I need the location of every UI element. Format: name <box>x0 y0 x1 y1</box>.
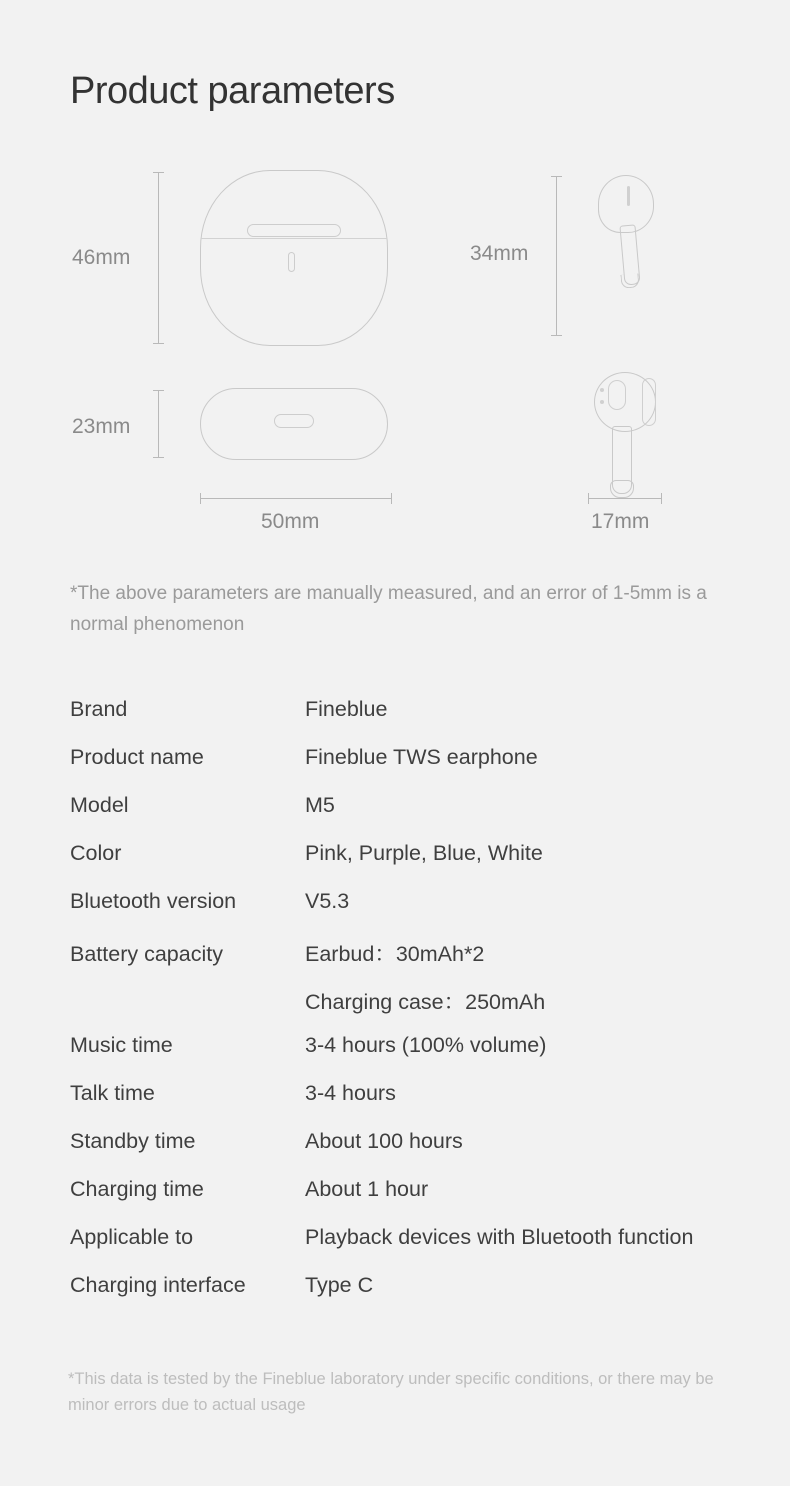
spec-key: Charging time <box>70 1177 204 1201</box>
earbud-side-stem-tip <box>620 273 639 289</box>
specifications-table <box>70 697 770 1321</box>
spec-key: Battery capacity <box>70 942 223 966</box>
charging-case-usb-port <box>274 414 314 428</box>
spec-key: Model <box>70 793 129 817</box>
spec-value: About 1 hour <box>305 1177 429 1201</box>
spec-value: 3-4 hours <box>305 1081 396 1105</box>
spec-value: Pink, Purple, Blue, White <box>305 841 543 865</box>
table-row <box>70 1273 770 1321</box>
table-row <box>70 1129 770 1177</box>
dimension-bar-case-depth <box>158 390 159 458</box>
measurement-disclaimer: *The above parameters are manually measured, and an error of 1-5mm is a normal phenomenon <box>70 583 707 635</box>
spec-value: 3-4 hours (100% volume) <box>305 1033 547 1057</box>
dimension-label-case-width: 50mm <box>261 510 320 533</box>
table-row <box>70 889 770 937</box>
spec-value: Fineblue TWS earphone <box>305 745 538 769</box>
table-row <box>70 1033 770 1081</box>
page-title: Product parameters <box>70 70 395 112</box>
table-row <box>70 1081 770 1129</box>
dimension-label-earbud-height: 34mm <box>470 242 529 265</box>
table-row <box>70 793 770 841</box>
table-row <box>70 1225 770 1273</box>
table-row <box>70 841 770 889</box>
spec-value: About 100 hours <box>305 1129 463 1153</box>
table-row <box>70 985 770 1033</box>
dimension-bar-case-height <box>158 172 159 344</box>
dimension-diagram <box>0 150 790 550</box>
spec-key: Product name <box>70 745 204 769</box>
spec-key: Brand <box>70 697 128 721</box>
table-row <box>70 1177 770 1225</box>
charging-case-lid-seam <box>201 238 387 239</box>
spec-value: V5.3 <box>305 889 350 913</box>
spec-key: Applicable to <box>70 1225 194 1249</box>
charging-case-led-indicator <box>288 252 295 272</box>
spec-value: Earbud：30mAh*2 <box>305 942 485 966</box>
dimension-bar-earbud-width <box>588 498 662 499</box>
spec-value: Charging case：250mAh <box>305 990 546 1014</box>
earbud-front-stem-tip <box>610 480 634 498</box>
dimension-label-case-height: 46mm <box>72 246 131 269</box>
spec-value: Fineblue <box>305 697 388 721</box>
dimension-bar-earbud-height <box>556 176 557 336</box>
spec-value: M5 <box>305 793 335 817</box>
spec-value: Playback devices with Bluetooth function <box>305 1225 694 1249</box>
dimension-bar-case-width <box>200 498 392 499</box>
dimension-label-case-depth: 23mm <box>72 415 131 438</box>
table-row <box>70 745 770 793</box>
footer-disclaimer: *This data is tested by the Fineblue laboratory under specific conditions, or there may be minor errors due to actual usage <box>68 1370 714 1414</box>
spec-key: Music time <box>70 1033 173 1057</box>
spec-key: Color <box>70 841 122 865</box>
table-row <box>70 937 770 985</box>
table-row <box>70 697 770 745</box>
dimension-label-earbud-width: 17mm <box>591 510 650 533</box>
earbud-side-sensor-mark <box>627 186 630 206</box>
charging-case-slot <box>247 224 341 237</box>
spec-key: Charging interface <box>70 1273 246 1297</box>
spec-key: Talk time <box>70 1081 155 1105</box>
earbud-front-contact-dot-upper <box>600 388 604 392</box>
earbud-front-contact-dot-lower <box>600 400 604 404</box>
spec-key: Standby time <box>70 1129 196 1153</box>
spec-value: Type C <box>305 1273 374 1297</box>
spec-key: Bluetooth version <box>70 889 237 913</box>
earbud-front-driver-outline <box>608 380 626 410</box>
earbud-front-side-ring <box>642 378 656 426</box>
